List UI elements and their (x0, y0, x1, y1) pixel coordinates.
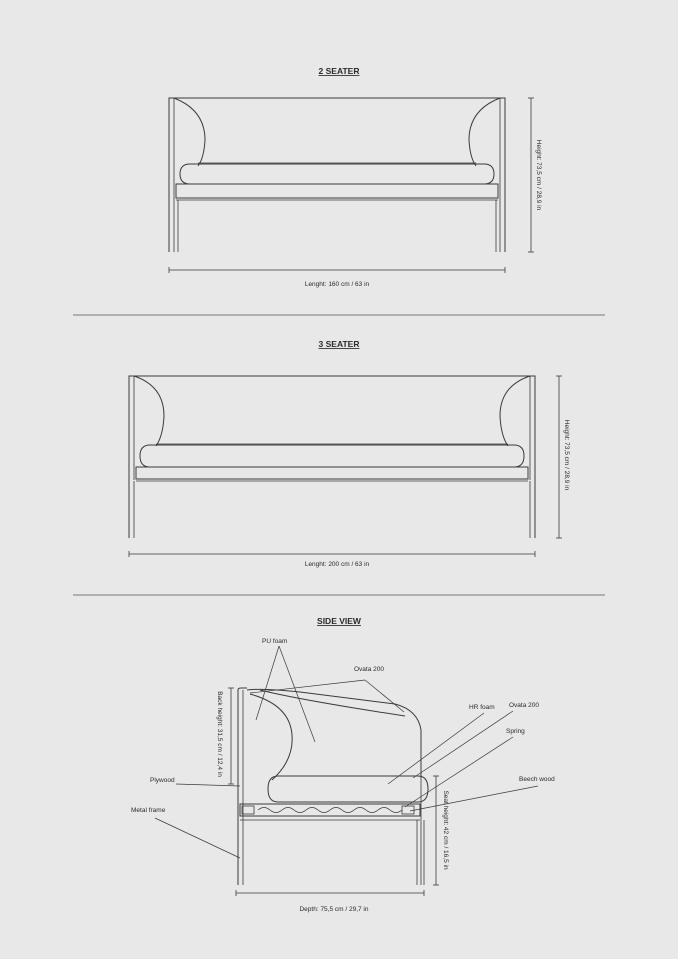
back-height-dimension (216, 688, 234, 784)
callout-ovata-seat (413, 702, 539, 778)
svg-text:Lenght: 160 cm / 63 in: Lenght: 160 cm / 63 in (304, 281, 370, 288)
svg-text:Lenght: 200 cm / 63 in: Lenght: 200 cm / 63 in (304, 561, 370, 568)
svg-text:HR foam: HR foam (469, 704, 495, 711)
callout-pu-foam (256, 638, 315, 742)
callout-ovata-top (250, 666, 404, 712)
depth-dimension (236, 890, 424, 913)
three-seater-front-view (129, 376, 535, 538)
side-view-title: SIDE VIEW (317, 616, 361, 626)
svg-text:Plywood: Plywood (150, 777, 175, 784)
two-seater-length-dimension (169, 267, 505, 288)
svg-text:Metal frame: Metal frame (131, 807, 166, 814)
svg-text:Spring: Spring (506, 728, 525, 735)
side-view-drawing (238, 688, 428, 885)
two-seater-title: 2 SEATER (318, 66, 360, 76)
svg-text:Back height: 31,5 cm / 12,4 in: Back height: 31,5 cm / 12,4 in (216, 691, 223, 777)
svg-text:Depth: 75,5 cm / 29,7 in: Depth: 75,5 cm / 29,7 in (299, 906, 369, 913)
two-seater-front-view (169, 98, 505, 252)
callout-beech-wood (410, 776, 555, 811)
three-seater-title: 3 SEATER (318, 339, 360, 349)
callout-metal-frame (131, 807, 240, 858)
svg-text:PU foam: PU foam (262, 638, 288, 645)
svg-text:Height: 73,5 cm / 28,9 in: Height: 73,5 cm / 28,9 in (535, 139, 542, 211)
callout-spring (405, 728, 525, 807)
callout-plywood (150, 777, 240, 786)
two-seater-height-dimension (528, 98, 542, 252)
svg-text:Ovata 200: Ovata 200 (509, 702, 539, 709)
svg-text:Height: 73,5 cm / 28,9 in: Height: 73,5 cm / 28,9 in (563, 419, 570, 491)
three-seater-length-dimension (129, 551, 535, 568)
svg-text:Seat height: 42 cm / 16,5 in: Seat height: 42 cm / 16,5 in (442, 790, 449, 870)
three-seater-height-dimension (556, 376, 570, 538)
svg-text:Ovata 200: Ovata 200 (354, 666, 384, 673)
seat-height-dimension (433, 776, 449, 885)
svg-text:Beech wood: Beech wood (519, 776, 555, 783)
